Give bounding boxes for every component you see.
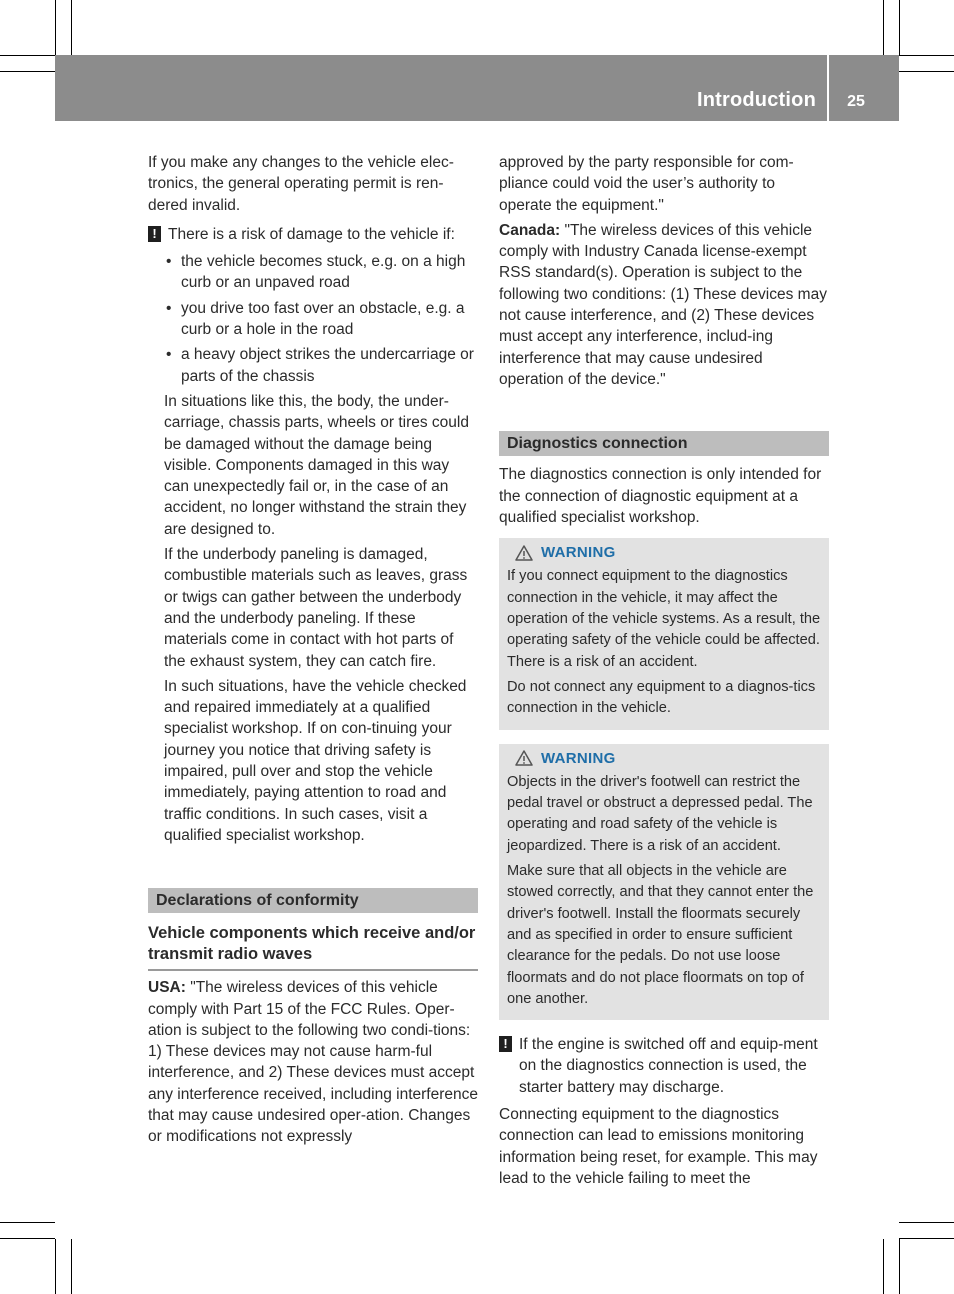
crop-mark — [899, 71, 954, 72]
damage-note — [148, 224, 478, 245]
crop-mark — [0, 1222, 55, 1223]
page-number: 25 — [847, 93, 865, 110]
crop-mark — [899, 1238, 954, 1239]
subheading-radio-waves: Vehicle components which receive and/or transmit radio waves — [148, 923, 478, 971]
checked-paragraph: In such situations, have the vehicle checked and repaired immediately at a qualified specialist workshop. If on con-tinuing your journey you notice that driving safety is impaired, pull over and stop the vehicle immediately, paying attention to road and traffic conditions. In such cases, visit a qualified specialist workshop. — [164, 677, 467, 844]
canada-paragraph — [499, 220, 829, 390]
warning-triangle-icon — [515, 750, 533, 766]
situations-paragraph: In situations like this, the body, the under-carriage, chassis parts, wheels or tires could be damaged without the damage being visible. Components damaged in this way can unexpectedly fail or, in the case of an accident, no longer withstand the strain they are designed to. — [164, 392, 469, 538]
warning-text: If you connect equipment to the diagnostics connection in the vehicle, it may affect the operation of the vehicle systems. As a result, the operating safety of the vehicle could be affected. There is a risk of an accident. — [507, 568, 821, 670]
crop-mark — [899, 1222, 954, 1223]
crop-mark — [0, 55, 55, 56]
warning-box — [499, 538, 829, 729]
usa-label: USA: — [148, 979, 186, 997]
canada-label: Canada: — [499, 221, 561, 239]
list-item: • a heavy object strikes the undercarriage or parts of the chassis — [166, 344, 478, 387]
section-title: Introduction — [696, 89, 816, 111]
exclamation-icon: ! — [148, 226, 161, 242]
usa-paragraph — [148, 977, 478, 1147]
diagnostics-intro-paragraph: The diagnostics connection is only intended for the connection of diagnostic equipment at a qualified specialist workshop. — [499, 466, 822, 526]
warning-header — [507, 542, 821, 563]
crop-mark — [883, 1239, 884, 1294]
heading-conformity: Declarations of conformity — [148, 888, 478, 913]
warning-title: WARNING — [541, 544, 616, 562]
crop-mark — [0, 1238, 55, 1239]
crop-mark — [71, 0, 72, 55]
approved-paragraph: approved by the party responsible for com-pliance could void the user’s authority to operate the equipment." — [499, 154, 794, 214]
warning-text: Make sure that all objects in the vehicle are stowed correctly, and that they cannot enter the driver's footwell. Install the floormats securely and as specified in order to ensure sufficient clearance for the pedals. Do not use loose floormats and do not place floormats on top of one another. — [507, 863, 814, 1007]
crop-mark — [55, 0, 56, 55]
crop-mark — [883, 0, 884, 55]
list-item: • the vehicle becomes stuck, e.g. on a high curb or an unpaved road — [166, 251, 478, 294]
battery-note — [499, 1034, 829, 1098]
warning-text: Objects in the driver's footwell can restrict the pedal travel or obstruct a depressed pedal. The operating and road safety of the vehicle is jeopardized. There is a risk of an accident. — [507, 773, 813, 854]
emissions-paragraph: Connecting equipment to the diagnostics connection can lead to emissions monitoring information being reset, for example. This may lead to the vehicle failing to meet the — [499, 1105, 818, 1187]
damage-note-text: There is a risk of damage to the vehicle if: — [168, 225, 455, 243]
page-number-box — [829, 55, 899, 121]
damage-list — [148, 251, 478, 387]
usa-text: "The wireless devices of this vehicle comply with Part 15 of the FCC Rules. Oper-ation is subject to the following two condi-tions: 1) These devices may not cause harm-ful interference, and 2) These devices must accept any interference received, including interference that may cause undesired oper-ation. Changes or modifications not expressly — [148, 979, 478, 1146]
crop-mark — [899, 1239, 900, 1294]
crop-mark — [899, 0, 900, 55]
heading-diagnostics: Diagnostics connection — [499, 431, 829, 456]
canada-text: "The wireless devices of this vehicle comply with Industry Canada license-exempt RSS standard(s). Operation is subject to the following two conditions: (1) These devices may not cause interference, and (2) These devices must accept any interference, includ-ing interference that may cause undesired operation of the device." — [499, 221, 827, 388]
underbody-paragraph: If the underbody paneling is damaged, combustible materials such as leaves, grass or twigs can gather between the underbody and the underbody paneling. If these materials come in contact with hot parts of the exhaust system, they can catch fire. — [164, 546, 468, 670]
exclamation-icon: ! — [499, 1036, 512, 1052]
crop-mark — [0, 71, 55, 72]
right-column — [499, 152, 829, 1193]
crop-mark — [71, 1239, 72, 1294]
warning-text: Do not connect any equipment to a diagnos-tics connection in the vehicle. — [507, 678, 816, 717]
warning-triangle-icon — [515, 545, 533, 561]
warning-title: WARNING — [541, 749, 616, 767]
warning-header — [507, 748, 821, 769]
list-item: • you drive too fast over an obstacle, e.g. a curb or a hole in the road — [166, 298, 478, 341]
warning-box — [499, 744, 829, 1021]
crop-mark — [899, 55, 954, 56]
left-column — [148, 152, 478, 1152]
crop-mark — [55, 1239, 56, 1294]
intro-paragraph: If you make any changes to the vehicle elec-tronics, the general operating permit is ren-dered invalid. — [148, 154, 454, 214]
battery-note-text: If the engine is switched off and equip-ment on the diagnostics connection is used, the starter battery may discharge. — [519, 1036, 818, 1096]
